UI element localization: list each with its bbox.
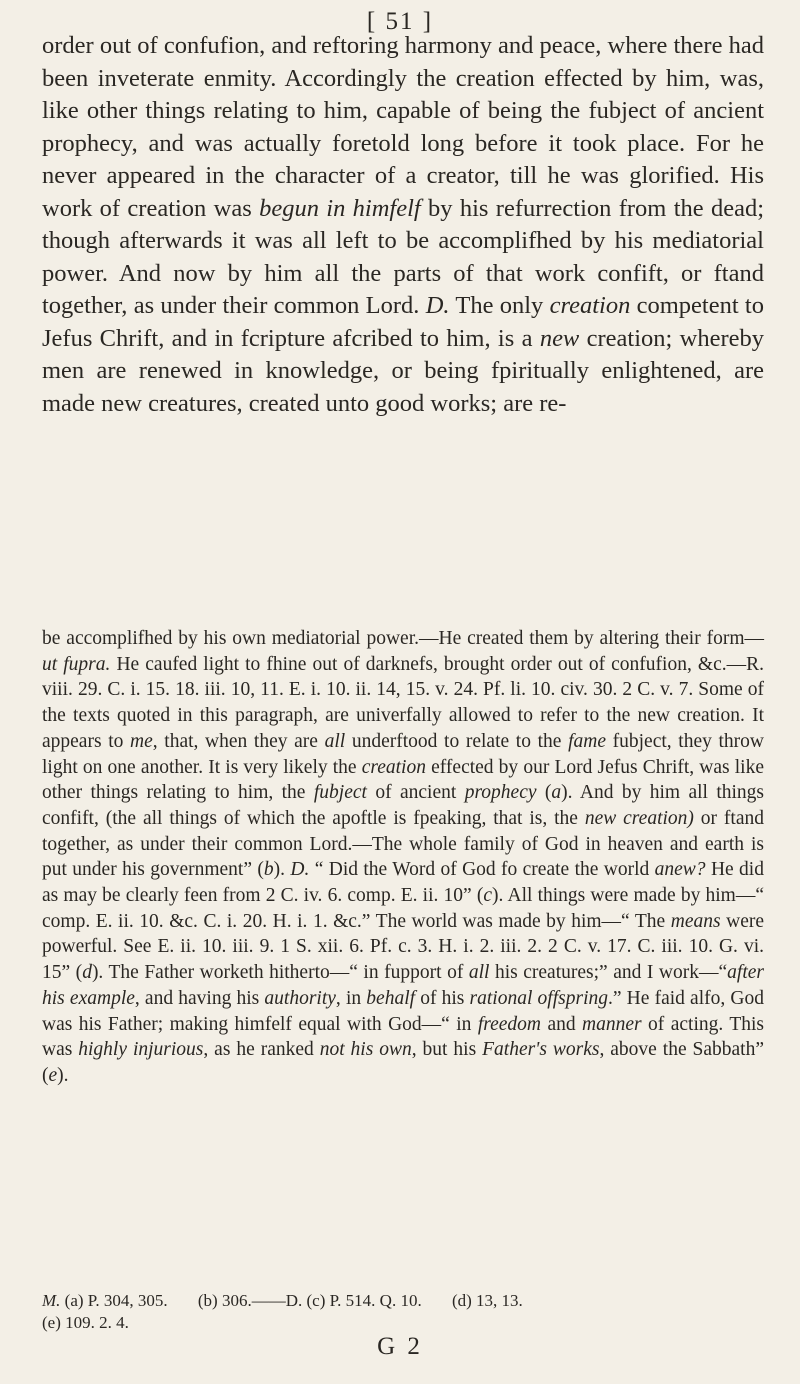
footnote-text-segment: be accomplifhed by his own mediatorial power.—He created them by altering their form— bbox=[42, 628, 764, 649]
footnote-text-segment: ( bbox=[536, 782, 552, 804]
footnote-text-segment: “ Did the Word of God fo create the world bbox=[309, 859, 655, 881]
footnote-italic-segment: c bbox=[483, 885, 493, 907]
footnote-italic-segment: d bbox=[82, 962, 92, 984]
footnote-text-segment: underftood to relate to the bbox=[345, 730, 569, 752]
footnote-italic-segment: prophecy bbox=[464, 782, 537, 804]
footnote-text-segment: , in bbox=[335, 987, 367, 1009]
footnote-italic-segment: new creation) bbox=[584, 807, 694, 829]
footnote-text-segment: of ancient bbox=[366, 782, 465, 804]
footnote-italic-segment: authority bbox=[264, 987, 336, 1009]
footnote-text-segment: , and having his bbox=[134, 987, 265, 1009]
footnote-text-segment: ). All things were made by him—“ comp. E. ii. 10. &c. C. i. 20. H. i. 1. &c.” The world was made by him—“ The bbox=[42, 885, 764, 932]
reference-line-2 bbox=[42, 1312, 764, 1334]
footnote-text-segment: , but his bbox=[411, 1039, 483, 1061]
footnote-text-segment: .” He faid alfo, God was his Father; making himfelf equal with God—“ in bbox=[42, 987, 765, 1035]
footnote-text-segment: or ftand together, as under their common Lord.—The whole family of God in heaven and earth is put under his government” ( bbox=[42, 807, 764, 881]
main-text-segment: The only bbox=[449, 292, 550, 319]
ref-e: (e) 109. 2. 4. bbox=[42, 1313, 129, 1332]
footnote-text bbox=[42, 626, 764, 1089]
reference-line-1 bbox=[42, 1290, 764, 1312]
main-text-segment: creation; whereby men are renewed in knowledge, or being fpiritually enlightened, are made new creatures, created unto good works; are re- bbox=[42, 324, 764, 417]
footnote-text-segment: ). bbox=[57, 1064, 69, 1086]
ref-d: (d) 13, 13. bbox=[451, 1291, 523, 1310]
footnote-text-segment: of his bbox=[415, 987, 470, 1009]
footnote-text-segment: and bbox=[541, 1013, 583, 1035]
main-paragraph bbox=[42, 30, 764, 420]
footnote-italic-segment: all bbox=[324, 730, 346, 752]
footnote-italic-segment: after his example bbox=[42, 962, 764, 1009]
footnote-text-segment: effected by our Lord Jefus Chrift, was like other things relating to him, the bbox=[42, 756, 764, 804]
ref-a: (a) P. 304, 305. bbox=[64, 1291, 168, 1310]
ref-b: (b) 306.——D. bbox=[197, 1291, 303, 1310]
footnote-text-segment: his creatures;” and I work—“ bbox=[489, 962, 728, 984]
footnote-text-segment: ). And by him all things confift, (the all things of which the apoftle is fpeaking, that is, the bbox=[42, 782, 765, 829]
footnote-italic-segment: manner bbox=[582, 1013, 642, 1035]
footnote-text-segment: , that, when they are bbox=[152, 730, 325, 752]
footnote-italic-segment: a bbox=[551, 782, 562, 804]
footnote-italic-segment: freedom bbox=[477, 1013, 542, 1035]
page-number: [ 51 ] bbox=[366, 8, 434, 35]
footnote-italic-segment: D. bbox=[290, 859, 310, 881]
footnote-italic-segment: not his own bbox=[319, 1039, 412, 1061]
footnote-text-segment: ). The Father worketh hitherto—“ in fupport of bbox=[91, 962, 469, 984]
footnote-italic-segment: highly injurious bbox=[78, 1039, 204, 1061]
footnote-paragraph bbox=[42, 626, 764, 1089]
ref-lead: M. bbox=[42, 1291, 61, 1310]
footnote-italic-segment: means bbox=[670, 910, 721, 932]
footnote-italic-segment: rational offspring bbox=[469, 987, 608, 1009]
footnote-italic-segment: fame bbox=[568, 730, 606, 752]
main-text-segment: competent to Jefus Chrift, and in fcripture afcribed to him, is a bbox=[42, 292, 764, 352]
main-italic-segment: creation bbox=[549, 292, 631, 319]
footnote-text-segment: He caufed light to fhine out of darknefs, brought order out of confufion, &c.—R. viii. 29. C. i. 15. 18. iii. 10, 11. E. i. 10. ii. 14, 15. v. 24. Pf. li. 10. civ. 30. 2 C. v. 7. Some of the texts quoted in this paragraph, are univerfally allowed to refer to the new creation. It appears to bbox=[42, 653, 764, 752]
reference-notes bbox=[42, 1290, 764, 1334]
footnote-text-segment: of acting. This was bbox=[42, 1013, 764, 1061]
footnote-italic-segment: Father's works bbox=[482, 1039, 600, 1061]
footnote-text-segment: fubject, they throw light on one another. It is very likely the bbox=[42, 730, 764, 778]
footnote-italic-segment: b bbox=[263, 859, 274, 881]
main-text-segment: by his refurrection from the dead; though afterwards it was all left to be accomplifhed by his mediatorial power. And now by him all the parts of that work confift, or ftand together, as under their common Lord. bbox=[42, 194, 765, 319]
footnote-text-segment: ). bbox=[273, 859, 291, 881]
footnote-italic-segment: behalf bbox=[366, 987, 416, 1009]
footnote-italic-segment: e bbox=[48, 1064, 58, 1086]
footnote-italic-segment: fubject bbox=[313, 782, 367, 804]
main-italic-segment: begun in himfelf bbox=[259, 194, 421, 222]
footnote-italic-segment: me bbox=[130, 730, 153, 752]
main-body-text bbox=[42, 30, 764, 420]
footnote-italic-segment: all bbox=[468, 962, 490, 984]
footnote-italic-segment: anew? bbox=[654, 859, 706, 881]
footnote-text-segment: , as he ranked bbox=[203, 1039, 320, 1061]
footnote-italic-segment: ut fupra. bbox=[42, 653, 111, 675]
main-italic-segment: new bbox=[539, 324, 580, 352]
footnote-text-segment: were powerful. See E. ii. 10. iii. 9. 1 S. xii. 6. Pf. c. 3. H. i. 2. iii. 2. 2 C. v. 17. C. iii. 10. G. vi. 15” ( bbox=[42, 910, 765, 984]
ref-c: (c) P. 514. Q. 10. bbox=[306, 1291, 422, 1310]
footnote-text-segment: , above the Sabbath” ( bbox=[42, 1039, 765, 1086]
footnote-text-segment: He did as may be clearly feen from 2 C. iv. 6. comp. E. ii. 10” ( bbox=[42, 859, 764, 907]
footnote-italic-segment: creation bbox=[361, 756, 426, 778]
signature-mark: G 2 bbox=[377, 1333, 423, 1360]
main-text-segment: order out of confufion, and reftoring harmony and peace, where there had been inveterate enmity. Accordingly the creation effected by him, was, like other things relating to him, capable of being the fubject of ancient prophecy, and was actually foretold long before it took place. For he never appeared in the character of a creator, till he was glorified. His work of creation was bbox=[42, 32, 764, 222]
main-italic-segment: D. bbox=[425, 292, 450, 319]
